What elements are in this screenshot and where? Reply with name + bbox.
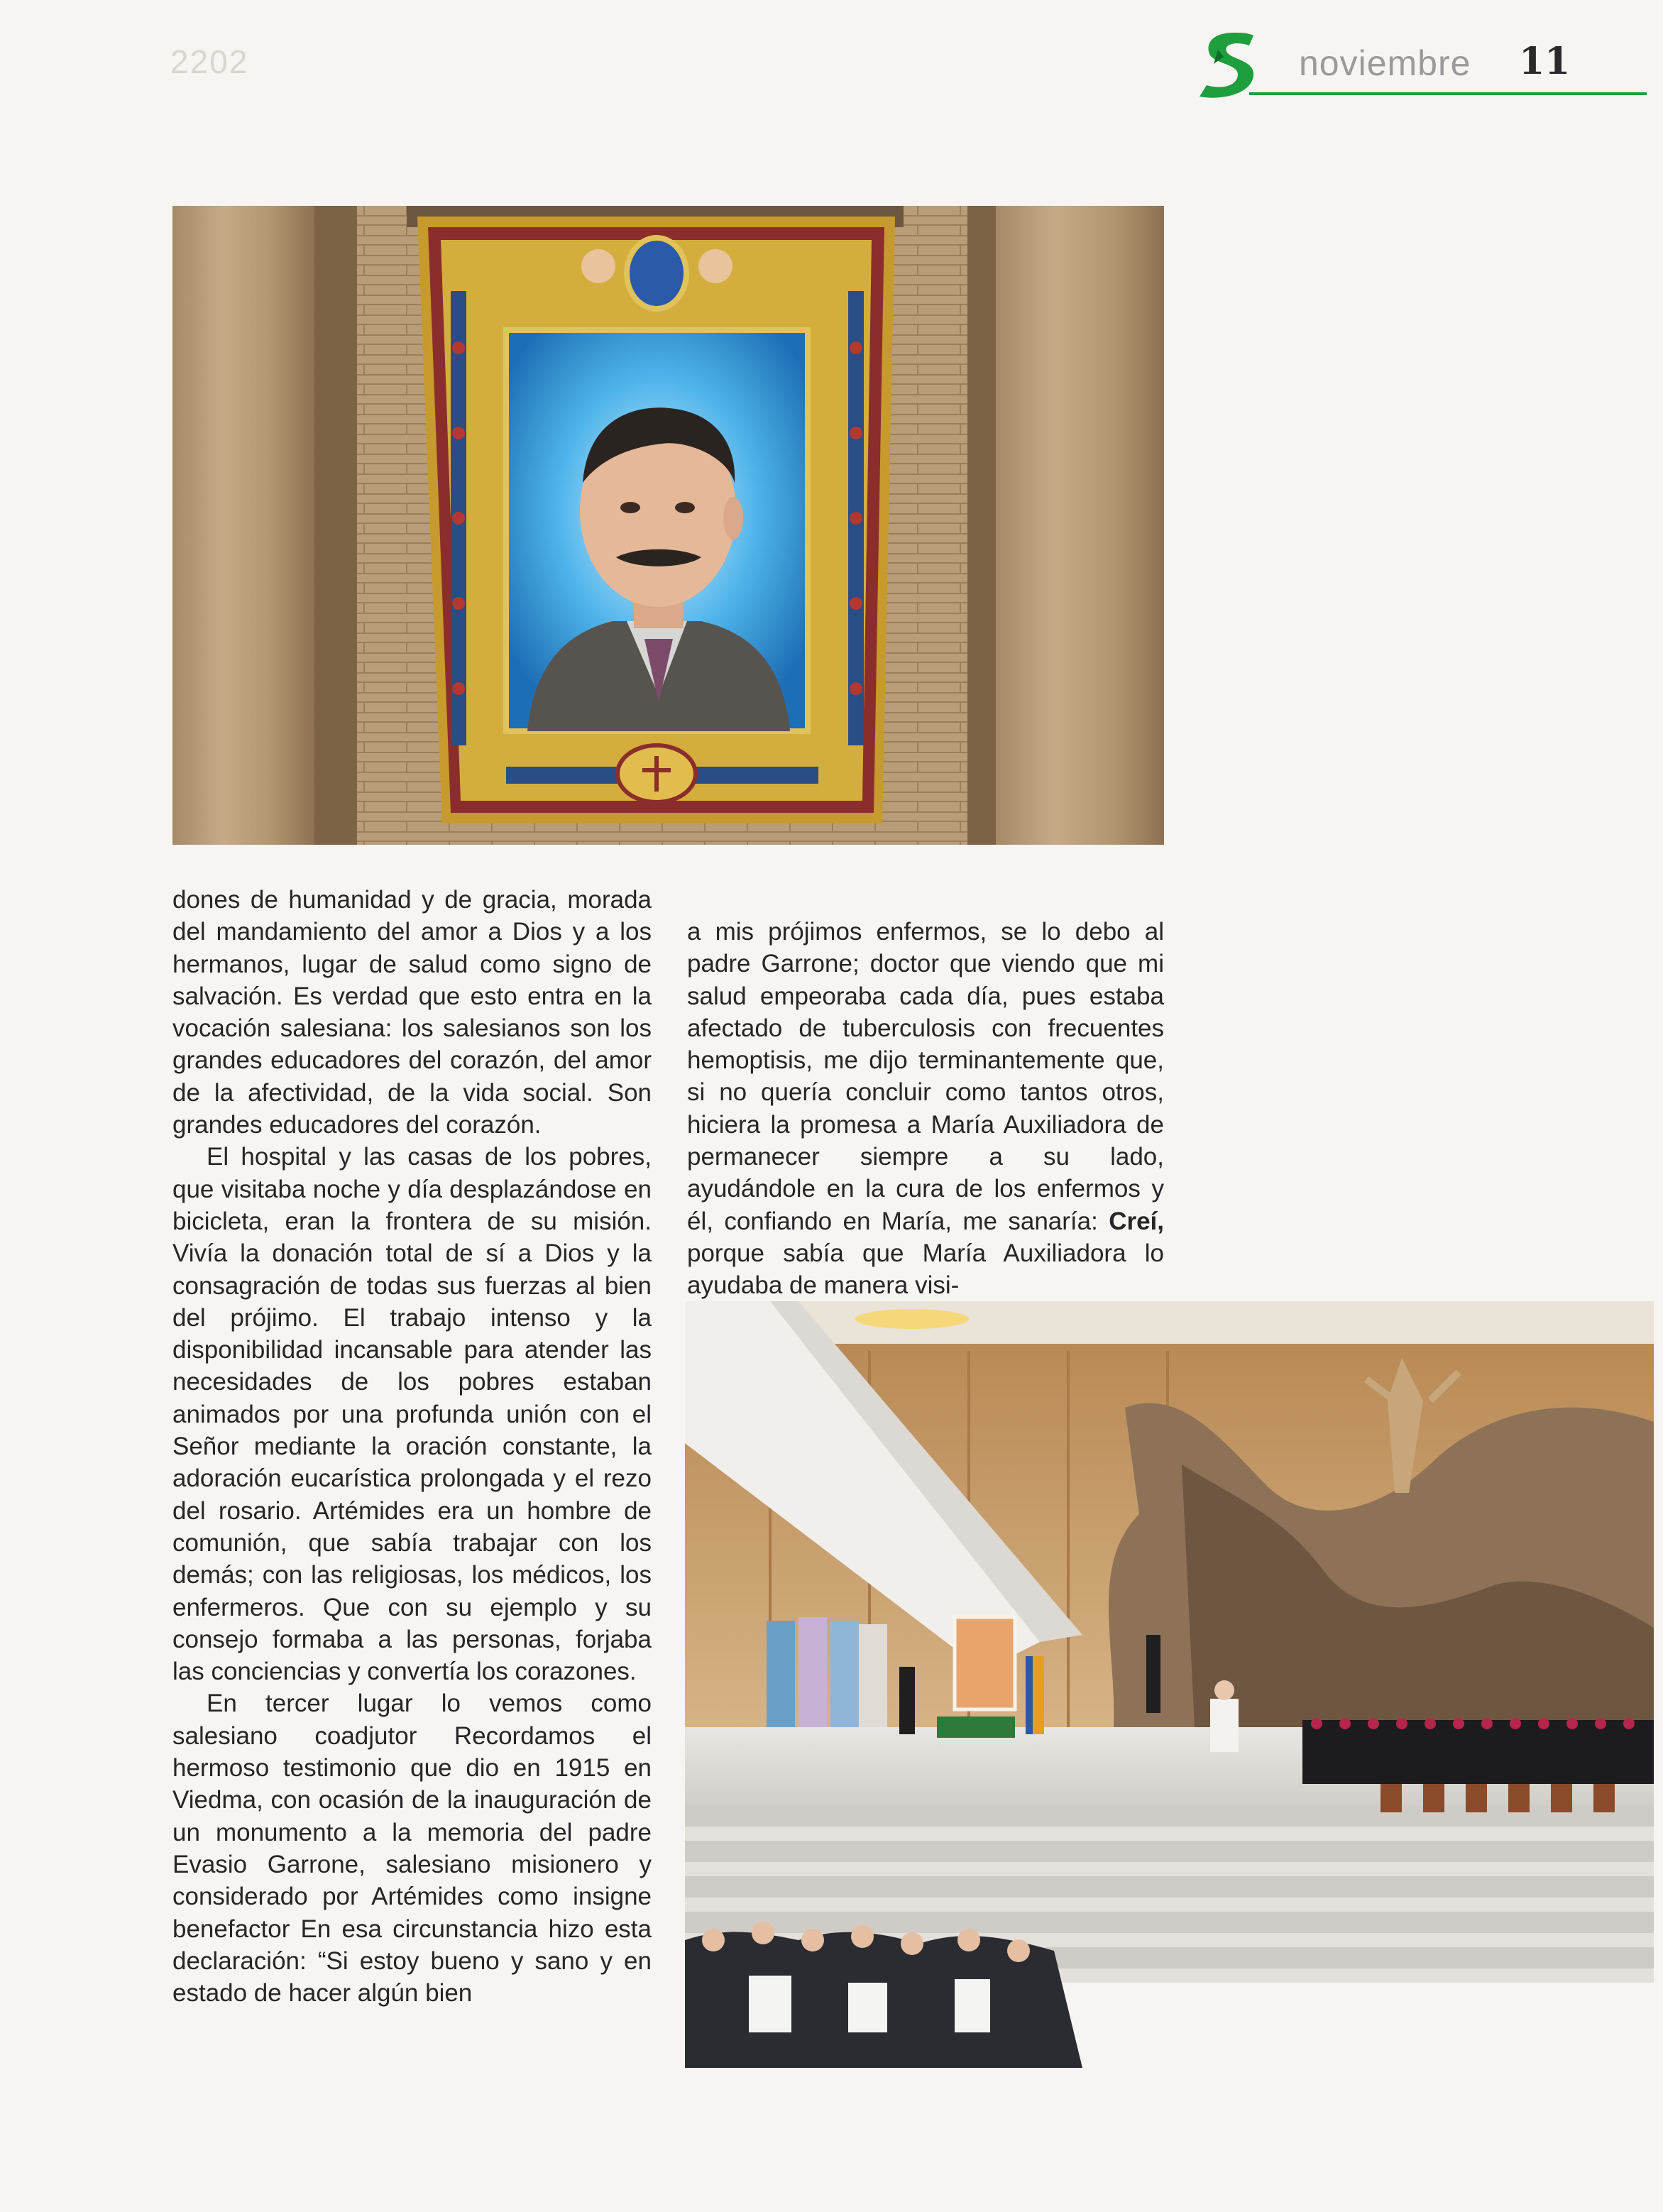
article-column-right — [687, 916, 1164, 1302]
paragraph — [687, 916, 1164, 1302]
magazine-logo-icon — [1192, 28, 1263, 99]
text-segment: a mis prójimos enfermos, se lo debo al padre Garrone; doctor que viendo que mi salud empeoraba cada día, pues estaba afectado de tuberculosis con frecuentes hemoptisis, me dijo terminantemente que, si no quería concluir como tantos otros, hiciera la promesa a María Auxiliadora de permanecer siempre a su lado, ayudándole en la cura de los enfermos y él, confiando en María, me sanaría: — [687, 918, 1164, 1235]
page-number: 11 — [1519, 40, 1571, 83]
paragraph: El hospital y las casas de los pobres, que visitaba noche y día desplazándose en bicicleta, eran la frontera de su misión. Vivía la donación total de sí a Dios y la consagración de todas sus fuerzas al bien del prójimo. El trabajo intenso y la disponibilidad incansable para atender las necesidades de los pobres estaban animados por una profunda unión con el Señor mediante la oración constante, la adoración eucarística prolongada y el rezo del rosario. Artémides era un hombre de comunión, que sabía trabajar con los demás; con las religiosas, los médicos, los enfermeros. Que con su ejemplo y su consejo formaba a las personas, forjaba las conciencias y convertía los corazones. — [172, 1143, 652, 1686]
ceremony-photo — [685, 1301, 1654, 2068]
tapestry-photo — [172, 206, 1164, 845]
paragraph: dones de humanidad y de gracia, morada del mandamiento del amor a Dios y a los hermanos, lugar de salud como signo de salvación. Es verdad que esto entra en la vocación salesiana: los salesianos son los grandes educadores del corazón, del amor de la afectividad, de la vida social. Son grandes educadores del corazón. — [172, 886, 652, 1139]
header-month: noviembre — [1299, 43, 1471, 83]
article-column-left — [172, 884, 652, 2009]
bleed-through-year: 2202 — [170, 43, 249, 80]
emphasis-word: Creí, — [1109, 1207, 1164, 1235]
page-header — [1192, 28, 1654, 99]
bleed-through-column — [1200, 213, 1285, 1178]
header-rule — [1249, 92, 1647, 95]
paragraph: En tercer lugar lo vemos como salesiano coadjutor Recordamos el hermoso testimonio que dio en 1915 en Viedma, con ocasión de la inauguración de un monumento a la memoria del padre Evasio Garrone, salesiano misionero y considerado por Artémides como insigne benefactor En esa circunstancia hizo esta declaración: “Si estoy bueno y sano y en estado de hacer algún bien — [172, 1690, 652, 2008]
text-segment: porque sabía que María Auxiliadora lo ayudaba de manera visi- — [687, 1239, 1164, 1300]
